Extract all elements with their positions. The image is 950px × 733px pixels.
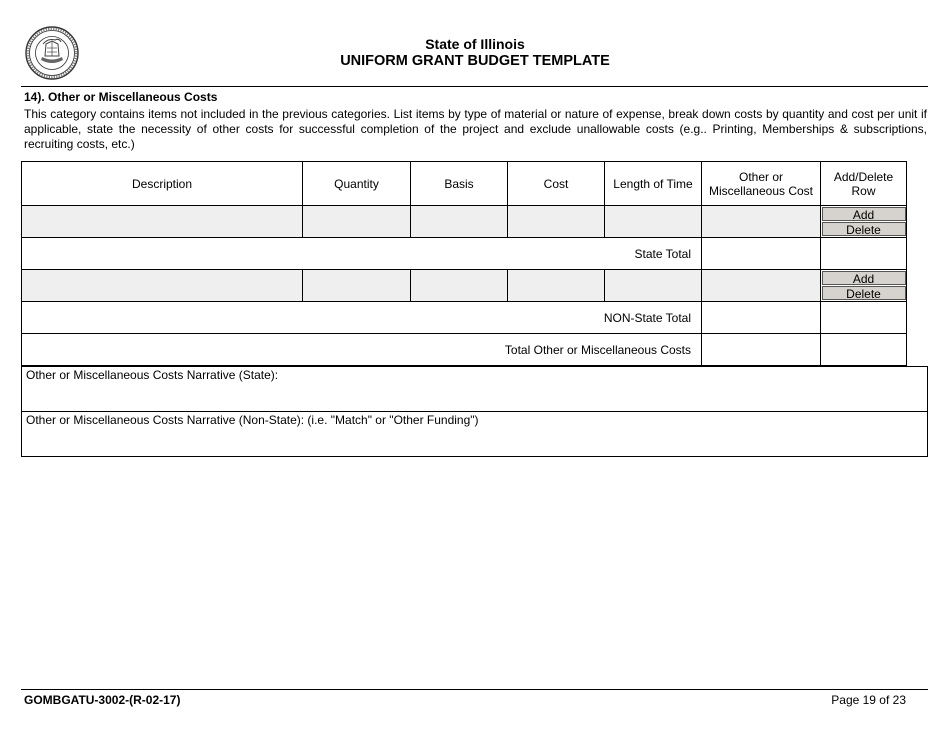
state-delete-row-button[interactable]: Delete xyxy=(822,222,906,236)
non-state-total-row xyxy=(22,302,907,334)
narrative-table xyxy=(21,366,928,457)
footer-divider xyxy=(21,689,928,690)
state-row-actions xyxy=(821,206,907,238)
state-narrative-label: Other or Miscellaneous Costs Narrative (State): xyxy=(26,368,279,382)
state-total-row xyxy=(22,238,907,270)
non-state-quantity-input[interactable] xyxy=(303,270,411,302)
state-quantity-input[interactable] xyxy=(303,206,411,238)
column-header-length-of-time: Length of Time xyxy=(605,162,702,206)
non-state-cost-input[interactable] xyxy=(508,270,605,302)
grand-total-value xyxy=(702,334,821,366)
state-basis-input[interactable] xyxy=(411,206,508,238)
grand-total-spacer xyxy=(821,334,907,366)
non-state-add-row-button[interactable]: Add xyxy=(822,271,906,285)
non-state-basis-input[interactable] xyxy=(411,270,508,302)
non-state-item-row xyxy=(22,270,907,302)
state-cost-input[interactable] xyxy=(508,206,605,238)
column-header-add-delete: Add/Delete Row xyxy=(821,162,907,206)
grand-total-row xyxy=(22,334,907,366)
non-state-length-of-time-input[interactable] xyxy=(605,270,702,302)
state-total-spacer xyxy=(821,238,907,270)
state-narrative-field[interactable] xyxy=(22,367,928,412)
column-header-cost: Cost xyxy=(508,162,605,206)
state-other-cost-input[interactable] xyxy=(702,206,821,238)
state-length-of-time-input[interactable] xyxy=(605,206,702,238)
column-header-quantity: Quantity xyxy=(303,162,411,206)
non-state-narrative-field[interactable] xyxy=(22,412,928,457)
column-header-basis: Basis xyxy=(411,162,508,206)
non-state-row-actions xyxy=(821,270,907,302)
costs-table xyxy=(21,161,907,366)
state-total-label: State Total xyxy=(22,238,702,270)
non-state-narrative-label: Other or Miscellaneous Costs Narrative (Non-State): (i.e. "Match" or "Other Funding") xyxy=(26,413,479,427)
state-add-row-button[interactable]: Add xyxy=(822,207,906,221)
section-description: This category contains items not included in the previous categories. List items by type of material or nature of expense, break down costs by quantity and cost per unit if applicable, state the necessity of other costs for successful completion of the project and exclude unallowable costs (e.g.. Printing, Memberships & subscriptions, recruiting costs, etc.) xyxy=(24,107,927,151)
non-state-other-cost-input[interactable] xyxy=(702,270,821,302)
non-state-description-input[interactable] xyxy=(22,270,303,302)
non-state-delete-row-button[interactable]: Delete xyxy=(822,286,906,300)
state-item-row xyxy=(22,206,907,238)
state-description-input[interactable] xyxy=(22,206,303,238)
column-header-other-cost: Other or Miscellaneous Cost xyxy=(702,162,821,206)
non-state-total-spacer xyxy=(821,302,907,334)
grand-total-label: Total Other or Miscellaneous Costs xyxy=(22,334,702,366)
header-divider xyxy=(21,86,928,87)
non-state-total-label: NON-State Total xyxy=(22,302,702,334)
page-number: Page 19 of 23 xyxy=(831,693,906,707)
form-code: GOMBGATU-3002-(R-02-17) xyxy=(24,693,181,707)
non-state-total-value xyxy=(702,302,821,334)
page-title: UNIFORM GRANT BUDGET TEMPLATE xyxy=(340,53,610,69)
state-name: State of Illinois xyxy=(425,36,525,52)
section-title: 14). Other or Miscellaneous Costs xyxy=(24,90,218,104)
column-header-description: Description xyxy=(22,162,303,206)
table-header-row xyxy=(22,162,907,206)
state-total-value xyxy=(702,238,821,270)
